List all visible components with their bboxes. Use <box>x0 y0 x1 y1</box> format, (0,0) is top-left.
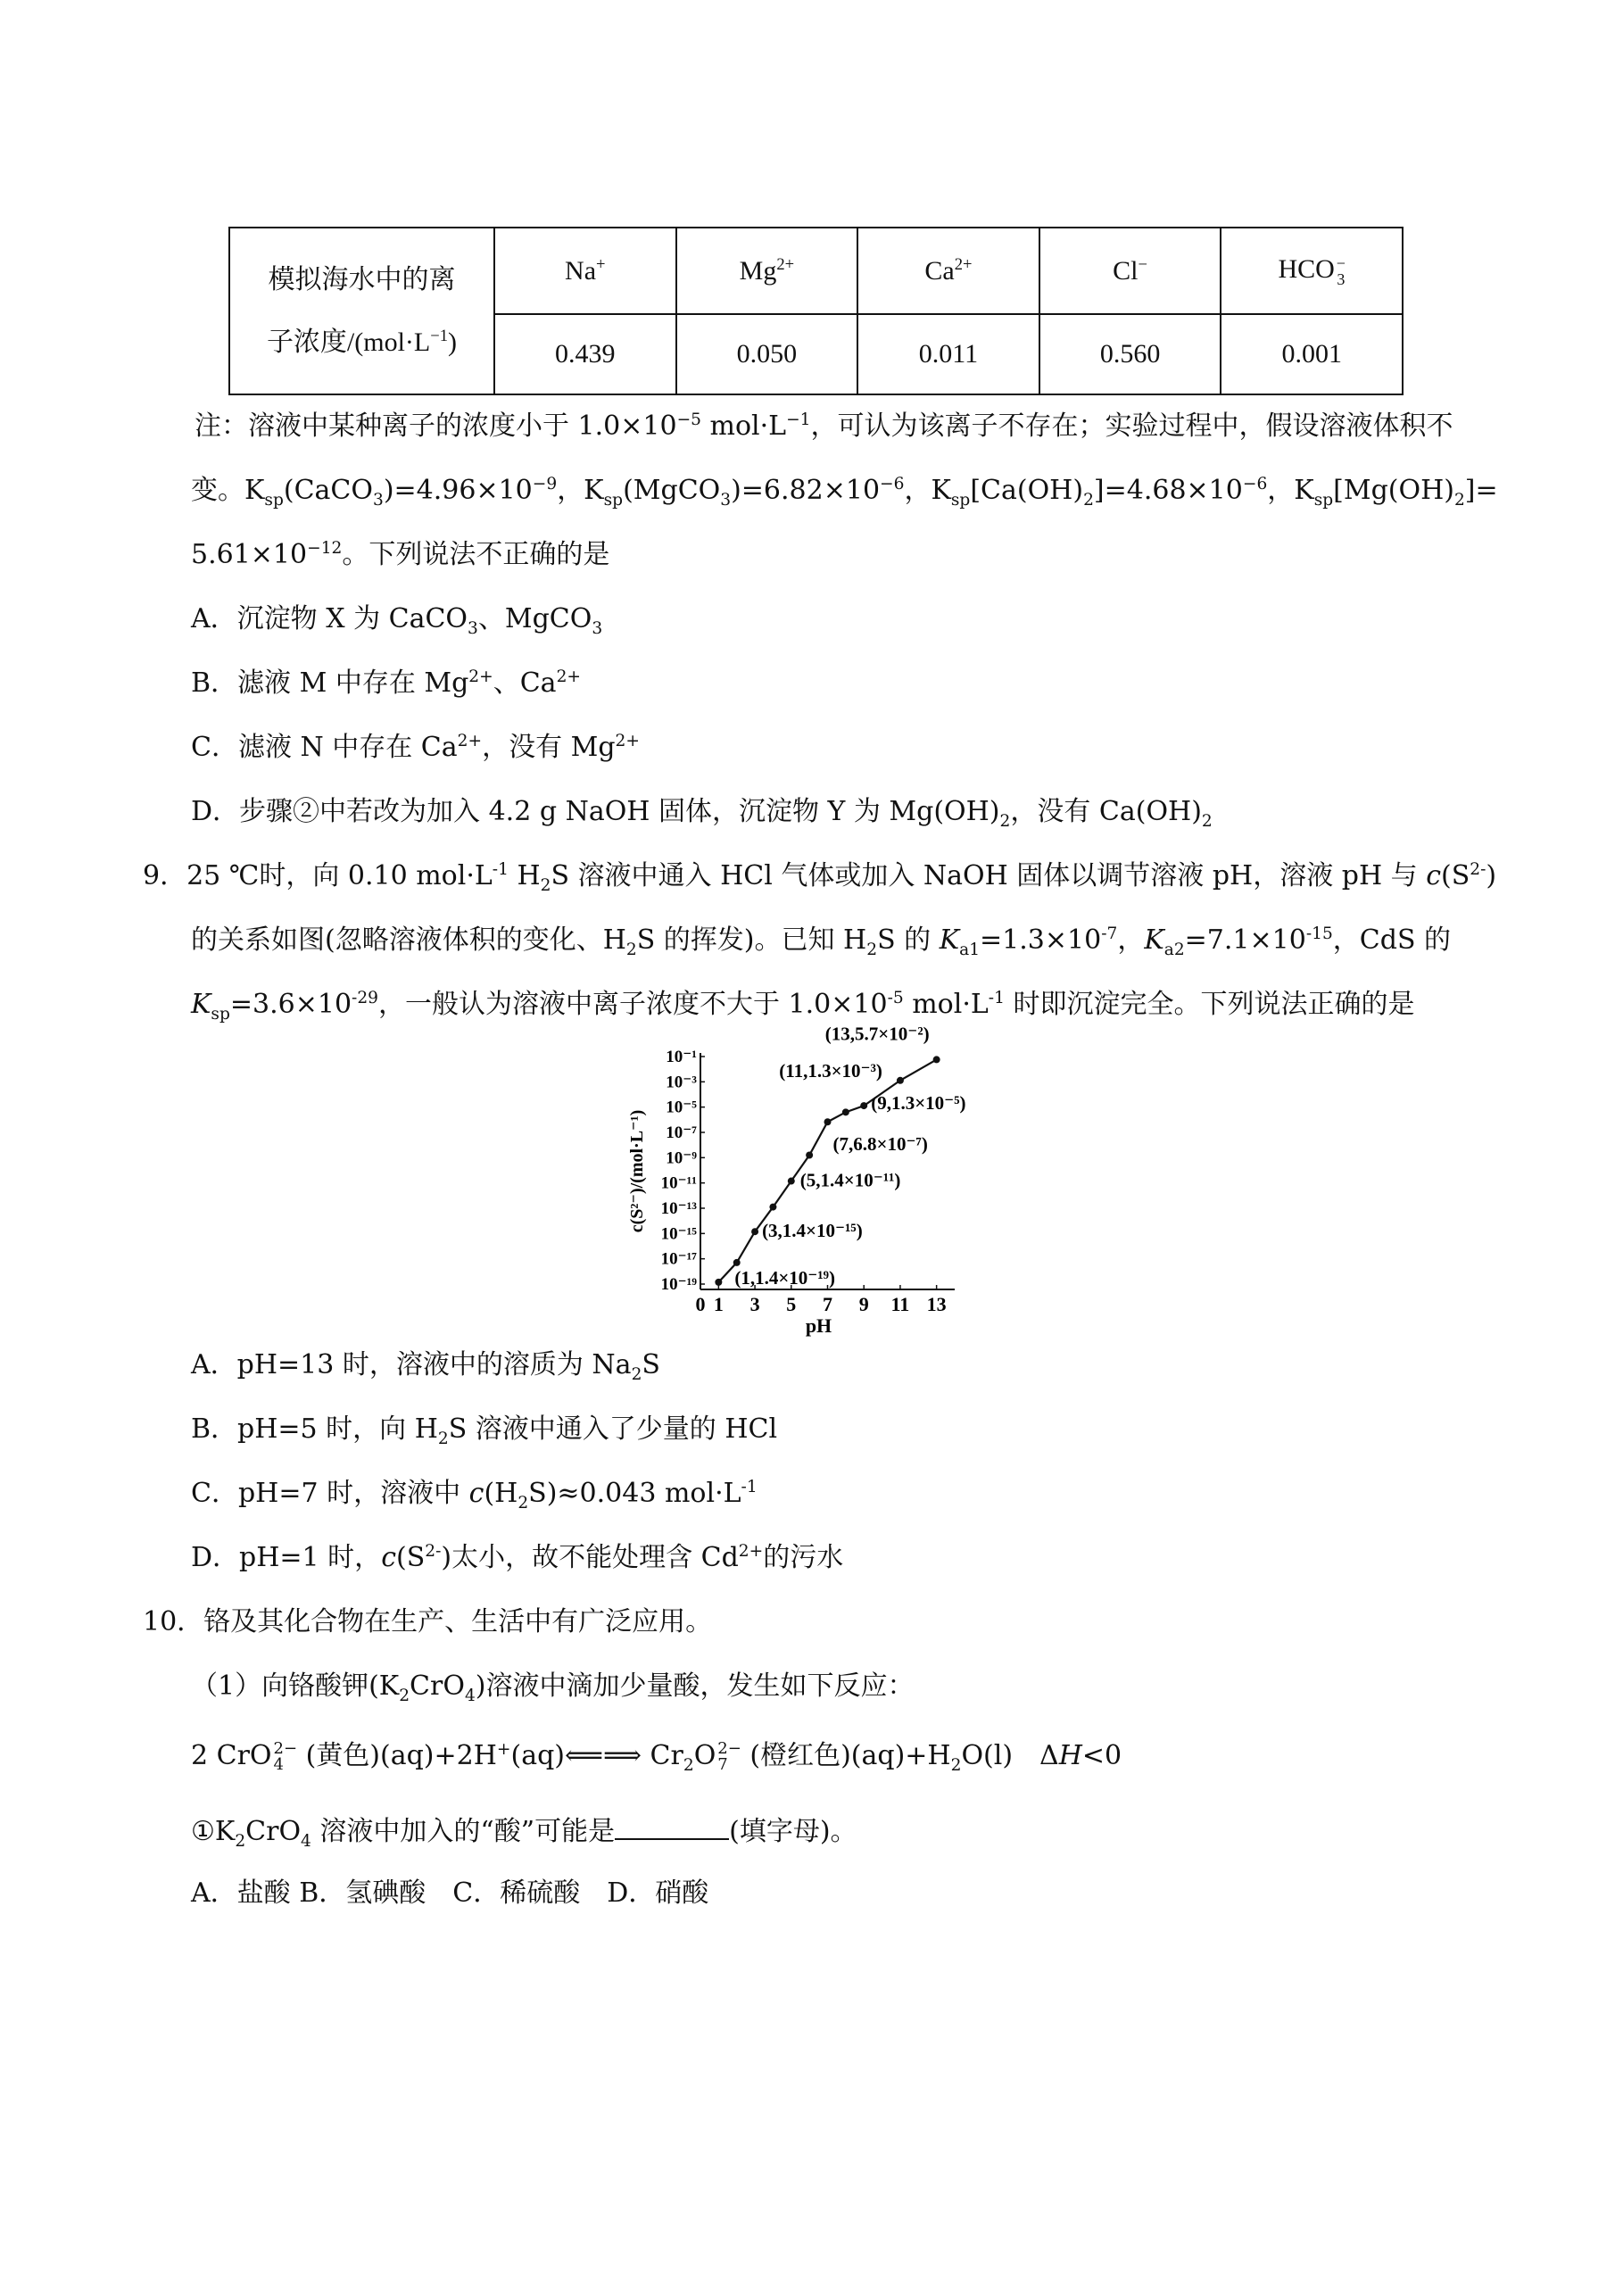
q9-option-a <box>191 1347 660 1383</box>
italic: H <box>1058 1740 1082 1771</box>
value-cell: 0.439 <box>494 314 676 394</box>
ion-cell <box>676 228 858 314</box>
text: 。下列说法不正确的是 <box>342 539 610 570</box>
text: Δ <box>1039 1740 1059 1771</box>
sup: 2+ <box>615 732 640 750</box>
data-label: (1,1.4×10⁻¹⁹) <box>734 1266 835 1289</box>
text: CrO <box>245 1816 302 1847</box>
italic: K <box>1144 924 1164 956</box>
sub: a1 <box>959 941 981 959</box>
text: S <box>642 1349 660 1380</box>
data-label: (13,5.7×10⁻²) <box>824 1023 930 1045</box>
text: D．pH=1 时， <box>191 1542 382 1573</box>
note-line-1 <box>195 409 1453 444</box>
text: ]=4.68×10 <box>1093 475 1243 506</box>
answer-blank[interactable] <box>615 1811 729 1840</box>
sub: 2 <box>866 941 878 959</box>
ion-charge: − <box>1336 254 1346 273</box>
text: (橙红色)(aq)+H <box>741 1740 951 1771</box>
x-tick-label: 9 <box>858 1293 869 1315</box>
text: 、MgCO <box>477 603 592 634</box>
text: A．pH=13 时，溶液中的溶质为 Na <box>191 1349 632 1380</box>
x-tick-label: 11 <box>890 1293 910 1315</box>
sup: 2+ <box>556 667 581 686</box>
ion-symbol: Na <box>565 255 597 286</box>
text: 溶液中加入的“酸”可能是 <box>311 1816 616 1847</box>
q10-stem <box>143 1604 712 1640</box>
sub: 2 <box>1453 491 1465 510</box>
table-header-cell <box>229 228 494 394</box>
header-line1: 模拟海水中的离 <box>268 264 456 294</box>
sup: -5 <box>887 989 904 1007</box>
y-axis-label: c(S²⁻)/(mol·L⁻¹) <box>627 1109 647 1233</box>
text: ]= <box>1464 475 1498 506</box>
text: (S <box>396 1542 426 1573</box>
text: ，没有 Ca(OH) <box>1010 796 1202 827</box>
text: (黄色)(aq)+2H <box>297 1740 497 1771</box>
text: [Ca(OH) <box>970 475 1084 506</box>
q9-stem-line-1 <box>143 858 1496 894</box>
text: [Mg(OH) <box>1333 475 1454 506</box>
sup: 2+ <box>457 732 483 750</box>
text: S 溶液中通入 HCl 气体或加入 NaOH 固体以调节溶液 pH，溶液 pH 与 <box>551 860 1427 891</box>
text: (CaCO <box>283 475 373 506</box>
sub: 4 <box>273 1755 284 1774</box>
sup: 2− <box>717 1739 741 1758</box>
text: 9．25 ℃时，向 0.10 mol·L <box>143 860 493 891</box>
text: 2 CrO <box>191 1740 272 1771</box>
ion-subscript: 3 <box>1337 270 1346 289</box>
text: 、Ca <box>493 667 557 699</box>
text: )=6.82×10 <box>731 475 881 506</box>
ion-stack <box>1337 255 1346 287</box>
y-tick-label: 10⁻¹⁵ <box>660 1224 697 1244</box>
ion-cell <box>1039 228 1221 314</box>
x-tick-label: 13 <box>926 1293 947 1315</box>
text: ，K <box>904 475 951 506</box>
text: =1.3×10 <box>980 924 1102 956</box>
sub: 2 <box>540 876 551 895</box>
note-line-2 <box>191 473 1498 509</box>
text: S)≈0.043 mol·L <box>528 1478 741 1509</box>
y-tick-label: 10⁻¹¹ <box>660 1173 697 1193</box>
sub: sp <box>211 1005 230 1024</box>
q9-option-c <box>191 1476 758 1512</box>
text: ，可认为该离子不存在；实验过程中，假设溶液体积不 <box>810 410 1453 442</box>
sup: −6 <box>1242 475 1268 493</box>
text: S 溶液中通入了少量的 HCl <box>448 1413 778 1445</box>
y-tick-label: 10⁻⁷ <box>666 1123 697 1142</box>
y-tick-label: 10⁻¹⁹ <box>660 1275 697 1294</box>
sub: 2 <box>235 1832 246 1851</box>
data-point <box>769 1204 776 1211</box>
text: mol·L <box>700 410 787 442</box>
italic: K <box>191 989 211 1020</box>
q9-stem-line-2 <box>191 923 1451 958</box>
text: CrO <box>410 1670 465 1702</box>
ion-charge: 2+ <box>776 254 795 274</box>
y-tick-label: 10⁻¹³ <box>660 1199 697 1218</box>
data-point <box>715 1279 722 1286</box>
sup: 2− <box>273 1739 298 1758</box>
text: ，一般认为溶液中离子浓度不大于 1.0×10 <box>378 989 888 1020</box>
data-label: (3,1.4×10⁻¹⁵) <box>762 1220 863 1242</box>
header-end: ) <box>448 327 458 357</box>
sup: -1 <box>988 989 1005 1007</box>
text: 时即沉淀完全。下列说法正确的是 <box>1004 989 1415 1020</box>
y-tick-label: 10⁻⁵ <box>666 1098 697 1117</box>
charge-stack <box>717 1741 741 1773</box>
q9-option-b <box>191 1412 777 1447</box>
x-tick-label: 3 <box>749 1293 760 1315</box>
text: C．滤液 N 中存在 Ca <box>191 732 458 763</box>
q10-question-1 <box>191 1811 857 1850</box>
data-point <box>933 1056 940 1063</box>
ion-concentration-table <box>228 227 1404 395</box>
text: ，CdS 的 <box>1332 924 1452 956</box>
ion-charge: 2+ <box>954 254 973 274</box>
ion-symbol: Ca <box>924 255 955 286</box>
sup: −6 <box>880 475 905 493</box>
x-tick-label: 1 <box>713 1293 724 1315</box>
y-tick-label: 10⁻¹ <box>666 1048 697 1066</box>
data-point <box>733 1259 741 1266</box>
sub: 4 <box>464 1687 476 1705</box>
italic: c <box>468 1478 484 1509</box>
sup: -7 <box>1101 924 1118 943</box>
q10-equation <box>191 1738 1122 1774</box>
sub: 3 <box>592 619 603 638</box>
sub: 2 <box>1201 812 1213 831</box>
x-tick-label: 0 <box>695 1293 706 1315</box>
sub: 2 <box>631 1365 642 1384</box>
text: =3.6×10 <box>229 989 352 1020</box>
text: A．沉淀物 X 为 CaCO <box>191 603 468 634</box>
text: 的关系如图(忽略溶液体积的变化、H <box>191 924 626 956</box>
sub: 4 <box>301 1832 311 1851</box>
q10-options <box>191 1876 708 1911</box>
text: S 的 <box>877 924 940 956</box>
sup: 2+ <box>468 667 493 686</box>
sub: 3 <box>720 491 732 510</box>
q10-part1 <box>191 1669 915 1704</box>
text: (MgCO <box>623 475 721 506</box>
text: (H <box>484 1478 518 1509</box>
value-cell: 0.001 <box>1221 314 1403 394</box>
ion-cell <box>1221 228 1403 314</box>
data-point <box>842 1108 849 1115</box>
text: S 的挥发)。已知 H <box>636 924 867 956</box>
sub: 2 <box>399 1687 410 1705</box>
data-label: (7,6.8×10⁻⁷) <box>832 1133 928 1156</box>
text: )太小，故不能处理含 Cd <box>441 1542 739 1573</box>
data-point <box>751 1228 758 1235</box>
ion-symbol: HCO <box>1278 254 1335 285</box>
text: 注：溶液中某种离子的浓度小于 1.0×10 <box>195 410 677 442</box>
italic: K <box>939 924 960 956</box>
text: D．步骤②中若改为加入 4.2 g NaOH 固体，沉淀物 Y 为 Mg(OH) <box>191 796 1000 827</box>
text: A．盐酸 B．氢碘酸 C．稀硫酸 D．硝酸 <box>191 1877 709 1909</box>
text: (S <box>1441 860 1470 891</box>
x-tick-label: 5 <box>786 1293 797 1315</box>
text: ， <box>1117 924 1145 956</box>
data-label: (9,1.3×10⁻⁵) <box>871 1092 966 1115</box>
ion-cell <box>857 228 1039 314</box>
sub: sp <box>264 491 284 510</box>
text: B．pH=5 时，向 H <box>191 1413 438 1445</box>
data-label: (5,1.4×10⁻¹¹) <box>799 1169 901 1191</box>
data-point <box>860 1102 867 1109</box>
sup: 2- <box>425 1542 442 1561</box>
note-line-3 <box>191 537 609 573</box>
text: ，K <box>1267 475 1314 506</box>
sub: sp <box>950 491 971 510</box>
text: ①K <box>191 1816 236 1847</box>
text: B．滤液 M 中存在 Mg <box>191 667 469 699</box>
q8-option-d <box>191 794 1213 830</box>
sub: 2 <box>518 1494 529 1513</box>
sup: 2+ <box>738 1542 764 1561</box>
table-row <box>229 228 1403 314</box>
data-point <box>824 1118 832 1125</box>
header-line2: 子浓度/(mol·L <box>266 327 431 357</box>
ion-symbol: Mg <box>739 255 777 286</box>
text: H <box>508 860 541 891</box>
sub: 3 <box>468 619 478 638</box>
charge-stack <box>274 1741 298 1773</box>
text: (填字母)。 <box>729 1816 857 1847</box>
value-cell: 0.011 <box>857 314 1039 394</box>
sub: 2 <box>950 1756 962 1775</box>
sub: 2 <box>683 1756 694 1775</box>
italic: c <box>381 1542 396 1573</box>
text: )=4.96×10 <box>383 475 533 506</box>
sup: -1 <box>741 1478 758 1496</box>
text: C．pH=7 时，溶液中 <box>191 1478 469 1509</box>
q8-option-c <box>191 730 640 766</box>
sup: + <box>496 1740 511 1759</box>
q9-option-d <box>191 1540 843 1576</box>
ion-symbol: Cl <box>1113 255 1139 286</box>
y-tick-label: 10⁻⁹ <box>666 1148 697 1168</box>
value-cell: 0.560 <box>1039 314 1221 394</box>
text: )溶液中滴加少量酸，发生如下反应： <box>475 1670 915 1702</box>
sup: -15 <box>1305 924 1333 943</box>
q9-stem-line-3 <box>191 987 1414 1023</box>
ion-charge: + <box>596 254 606 274</box>
text: =7.1×10 <box>1184 924 1306 956</box>
sup: -1 <box>492 860 509 879</box>
text: (aq)⟸⟹ Cr <box>510 1740 683 1771</box>
data-label: (11,1.3×10⁻³) <box>779 1059 882 1082</box>
text: （1）向铬酸钾(K <box>191 1670 400 1702</box>
sup: -29 <box>352 989 378 1007</box>
text: 5.61×10 <box>191 539 308 570</box>
ion-charge: − <box>1138 254 1147 274</box>
text: 10．铬及其化合物在生产、生活中有广泛应用。 <box>143 1606 713 1637</box>
italic: c <box>1426 860 1441 891</box>
sup: −12 <box>307 539 343 558</box>
x-tick-label: 7 <box>823 1293 832 1315</box>
sup: −9 <box>532 475 558 493</box>
value-cell: 0.050 <box>676 314 858 394</box>
text: ) <box>1486 860 1497 891</box>
sub: 7 <box>717 1755 728 1774</box>
text: O <box>693 1740 716 1771</box>
text: 变。K <box>191 475 265 506</box>
sub: 2 <box>625 941 637 959</box>
q8-option-a <box>191 601 602 637</box>
ph-sulfide-chart <box>625 1023 999 1339</box>
x-axis-label: pH <box>805 1314 832 1337</box>
text: mol·L <box>903 989 989 1020</box>
data-point <box>788 1178 795 1185</box>
sup: −1 <box>786 410 811 429</box>
y-tick-label: 10⁻³ <box>666 1073 697 1092</box>
text: 的污水 <box>763 1542 844 1573</box>
data-point <box>897 1077 904 1084</box>
text: <0 <box>1081 1740 1122 1771</box>
sub: sp <box>1313 491 1334 510</box>
sub: sp <box>603 491 624 510</box>
q8-option-b <box>191 666 581 701</box>
sup: 2- <box>1470 860 1486 879</box>
text: ，K <box>557 475 604 506</box>
header-sup: −1 <box>430 326 449 345</box>
sup: −5 <box>676 410 701 429</box>
sub: 2 <box>999 812 1011 831</box>
sub: a2 <box>1163 941 1185 959</box>
sub: 2 <box>1083 491 1094 510</box>
text: O(l) <box>961 1740 1014 1771</box>
sub: 3 <box>372 491 384 510</box>
text: ，没有 Mg <box>482 732 616 763</box>
sub: 2 <box>437 1430 449 1448</box>
ion-cell <box>494 228 676 314</box>
data-point <box>806 1152 813 1159</box>
y-tick-label: 10⁻¹⁷ <box>660 1249 697 1269</box>
